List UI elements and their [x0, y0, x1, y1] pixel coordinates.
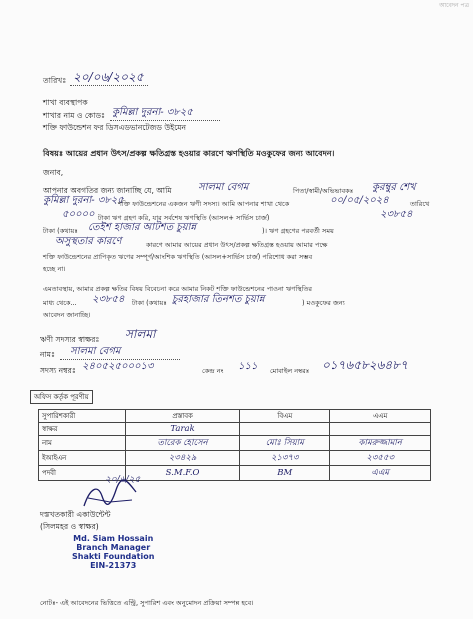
p2-amount-words: চুরহাজার তিনশত চুয়ান্ন: [172, 294, 265, 305]
header-recommender: সুপারিশকারী: [39, 410, 126, 423]
accountant-line2: (সিলমহর ও স্বাক্ষর): [40, 522, 99, 531]
header-am: এএম: [330, 410, 431, 423]
p2-text-a: এমতাবস্থায়, আমার প্রকল্প ক্ষতির বিষয় বিবেচনা করে আমার নিকট শক্তি ফাউন্ডেশনের পাওনা ঋণস্থিতির: [43, 285, 313, 293]
branch-value: কুমিল্লা দুরনা- ৩৮২৫: [112, 107, 193, 118]
p2-text-e: আবেদন জানাচ্ছি।: [43, 311, 91, 319]
table-row: [39, 451, 431, 466]
p1-guardian: কুরম্বুর শেখ: [372, 182, 416, 193]
p1-text-d: তারিখে: [410, 200, 430, 208]
am-name: কামরুজ্জামান: [358, 438, 402, 448]
bm-ein: ২১৩৭৩: [270, 453, 299, 463]
stamp-ein: EIN-21373: [90, 561, 137, 570]
center-label: কেন্দ্র নং: [202, 367, 224, 375]
p2-text-b: মাধ্য থেকে...: [43, 299, 77, 307]
p1-text-f: টাকা (কথায়ঃ: [43, 227, 78, 235]
stamp-org: Shakti Foundation: [72, 552, 155, 561]
footer-note: নোটঃ- এই আবেদনের ভিত্তিতে এন্ট্রি, সুপারিশ এবং অনুমোদন প্রক্রিয়া সম্পন্ন হবে।: [40, 599, 254, 607]
p1-text-c: শক্তি ফাউন্ডেশনের একজন ঋণী সদস্য। আমি আপনার শাখা থেকে: [118, 200, 290, 208]
office-use-box: [30, 390, 93, 404]
proposer-designation: S.M.F.O: [165, 468, 200, 478]
p1-text-e: টাকা ঋণ গ্রহণ করি, যার সর্বশেষ ঋণস্থিতি (আসল+ সার্ভিস চার্জ): [98, 214, 270, 222]
salutation: জনাব,: [43, 168, 64, 177]
applicant-signature: সালমা: [125, 327, 156, 341]
date-value: ২০/০৬/২০২৫: [73, 70, 144, 84]
mobile-label: মোবাইল নম্বরঃ: [270, 367, 310, 375]
branch-underline: [110, 120, 220, 121]
table-header-row: [39, 410, 431, 423]
signature-date: ২০/৬/২৫: [105, 475, 141, 485]
p1-text-i: শক্তি ফাউন্ডেশনের প্রাপিকৃত ঋণের সম্পূর্ণ/আংশিক ঋণস্থিতি (আসল+সার্ভিস চার্জ) পরিশোধ করা সম্ভব: [43, 253, 313, 261]
table-row: [39, 436, 431, 451]
header-bm: বিএম: [240, 410, 330, 423]
branch-label: শাখার নাম ও কোডঃ: [43, 111, 106, 120]
p1-text-h: কারণে আমার আয়ের প্রধান উৎস/প্রকল্প ক্ষতিগ্রস্ত হওয়ায় আমার পক্ষে: [146, 241, 328, 249]
p1-text-j: হচ্ছে না।: [43, 265, 66, 273]
p2-amount: ২৩৮৫৪: [92, 294, 125, 305]
bm-name: মোঃ সিয়াম: [265, 438, 304, 448]
p1-loan-amount: ৫০০০০: [62, 209, 95, 220]
accountant-line1: দস্তখতকারী একাউন্টেন্ট: [40, 510, 111, 519]
official-stamp: [72, 534, 154, 570]
p1-text-a: আপনার অবগতির জন্য জানাচ্ছি যে, আমি: [43, 186, 172, 195]
applicant-name-label: নামঃ: [40, 350, 55, 359]
bm-designation: BM: [277, 468, 293, 478]
name-underline: [60, 359, 180, 360]
p1-reason: অসুস্থতার কারণে: [55, 236, 122, 247]
date-label: তারিখঃ: [43, 76, 67, 85]
subject-line: বিষয়ঃ আয়ের প্রধান উৎস/প্রকল্প ক্ষতিগ্রস্ত হওয়ার কারণে ঋণস্থিতি মওকুফের জন্য আবেদন।: [43, 149, 335, 158]
am-designation: এএম: [371, 468, 390, 478]
stamp-name: Md. Siam Hossain: [73, 534, 154, 543]
p1-text-g: )। ঋণ গ্রহণের পরবর্তী সময়: [262, 227, 334, 235]
p1-loan-date: ০০/০৫/২০২৪: [330, 195, 389, 206]
member-number-label: সদস্য নম্বরঃ: [40, 366, 76, 375]
proposer-ein: ২৩৪২৯: [168, 453, 197, 463]
row-label-signature: স্বাক্ষর: [39, 423, 126, 436]
center-number: ১১১: [238, 361, 258, 372]
p1-branch-hand: কুমিল্লা দুরনা- ৩৮২৫: [43, 195, 124, 206]
p2-text-d: ) মওকুফের জন্য: [302, 299, 345, 307]
row-label-name: নাম: [39, 436, 126, 451]
applicant-signature-label: ঋণী সদস্যর স্বাক্ষরঃ: [40, 335, 100, 344]
applicant-name: সালমা বেগম: [70, 346, 121, 357]
am-ein: ২৩৫৫৩: [366, 453, 394, 463]
row-label-designation: পদবী: [39, 466, 126, 481]
addressee-line1: শাখা ব্যবস্থাপক: [43, 98, 88, 107]
p1-balance-words: তেইশ হাজার আটশত চুয়ান্ন: [88, 222, 197, 233]
p1-balance: ২৩৮৫৪: [380, 209, 413, 220]
proposer-name: তারেক হোসেন: [157, 438, 208, 448]
proposer-signature: Tarak: [170, 424, 195, 434]
corner-text: আবেদন পত্র: [439, 2, 469, 9]
p1-text-b: পিতা/স্বামী/অভিভাবকঃ: [293, 187, 354, 195]
mobile-number: ০১৭৬৫৮২৬৪৮৭: [322, 358, 408, 372]
p1-applicant-name: সালমা বেগম: [198, 182, 249, 193]
header-proposer: প্রস্তাবক: [126, 410, 240, 423]
p2-text-c: টাকা (কথায়ঃ: [132, 299, 167, 307]
date-underline: [70, 85, 148, 86]
office-use-label: অফিস কর্তৃক পূরণীয়: [31, 391, 93, 404]
member-number: ২৪০৫২৫০০০১৩: [82, 361, 154, 372]
stamp-title: Branch Manager: [76, 543, 151, 552]
addressee-line3: শক্তি ফাউন্ডেশন ফর ডিসএডভানটেজড উইমেন: [43, 123, 187, 132]
approval-table: [38, 409, 431, 481]
table-row: [39, 423, 431, 436]
row-label-ein: ইআইএন: [39, 451, 126, 466]
